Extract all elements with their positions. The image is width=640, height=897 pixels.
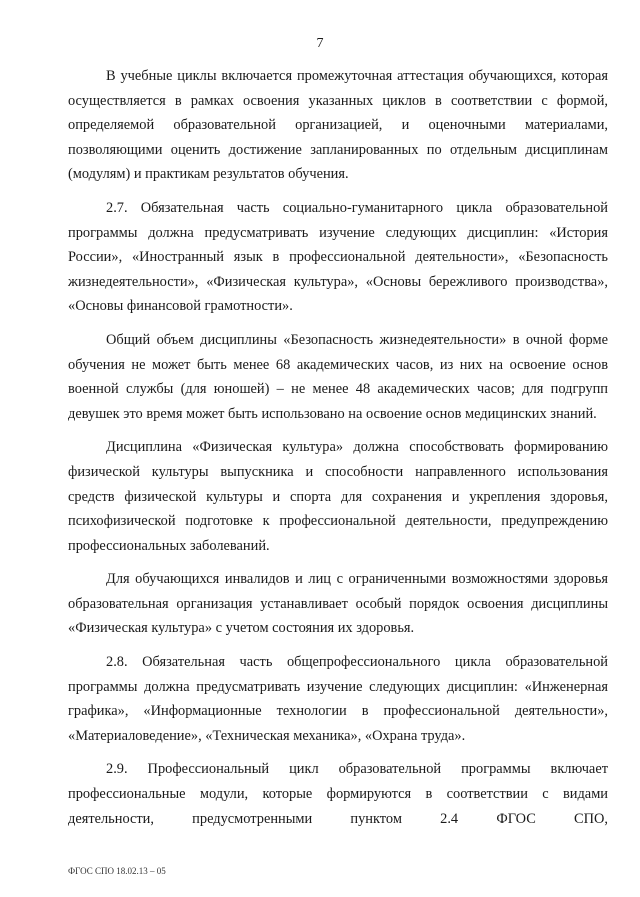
paragraph-life-safety-volume: Общий объем дисциплины «Безопасность жизнедеятельности» в очной форме обучения не может быть менее 68 академических часов, из них на освоение основ военной службы (для юношей) – не менее 48 академических часов; для подгрупп девушек это время может быть использовано на освоение основ медицинских знаний. <box>68 331 608 422</box>
paragraph-2-9-professional-cycle: 2.9. Профессиональный цикл образовательной программы включает профессиональные модули, которые формируются в соответствии с видами деятельности, предусмотренными пунктом 2.4 ФГОС СПО, <box>68 761 608 827</box>
document-body <box>68 64 608 840</box>
paragraph-intermediate-attestation: В учебные циклы включается промежуточная аттестация обучающихся, которая осуществляется в рамках освоения указанных циклов в соответствии с формой, определяемой образовательной организацией, и оценочными материалами, позволяющими оценить достижение запланированных по отдельным дисциплинам (модулям) и практикам результатов обучения. <box>68 68 608 183</box>
paragraph-physical-culture: Дисциплина «Физическая культура» должна способствовать формированию физической культуры выпускника и способности направленного использования средств физической культуры и спорта для сохранения и укрепления здоровья, психофизической подготовке к профессиональной деятельности, предупреждению профессиональных заболеваний. <box>68 439 608 554</box>
paragraph-2-8-general-professional-cycle: 2.8. Обязательная часть общепрофессионального цикла образовательной программы должна предусматривать изучение следующих дисциплин: «Инженерная графика», «Информационные технологии в профессиональной деятельности», «Материаловедение», «Техническая механика», «Охрана труда». <box>68 654 608 744</box>
page-number: 7 <box>316 36 324 51</box>
document-footer: ФГОС СПО 18.02.13 – 05 <box>68 866 166 876</box>
paragraph-disabled-students: Для обучающихся инвалидов и лиц с ограниченными возможностями здоровья образовательная организация устанавливает особый порядок освоения дисциплины «Физическая культура» с учетом состояния их здоровья. <box>68 571 608 637</box>
paragraph-2-7-social-humanitarian-cycle: 2.7. Обязательная часть социально-гуманитарного цикла образовательной программы должна предусматривать изучение следующих дисциплин: «История России», «Иностранный язык в профессиональной деятельности», «Безопасность жизнедеятельности», «Физическая культура», «Основы бережливого производства», «Основы финансовой грамотности». <box>68 199 608 315</box>
